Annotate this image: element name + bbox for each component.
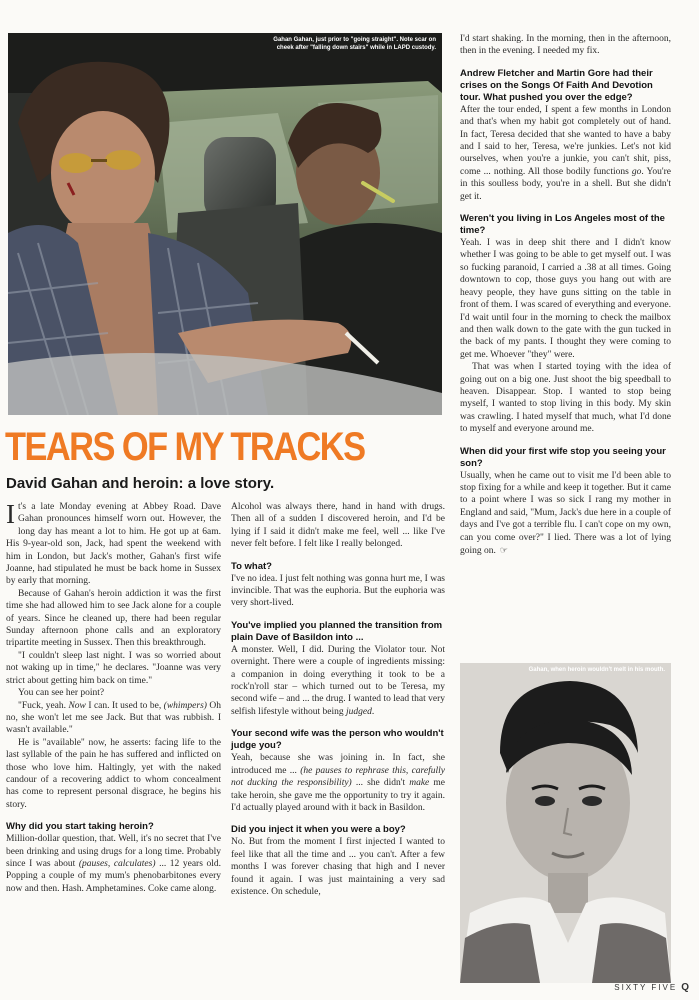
interview-question: When did your first wife stop you seeing your son?	[460, 445, 666, 469]
intro-paragraph	[6, 501, 221, 588]
article-column-2	[231, 501, 445, 971]
interview-question: Andrew Fletcher and Martin Gore had their crises on the Songs Of Faith And Devotion tour. What pushed you over the edge?	[460, 67, 653, 103]
article-subhead: David Gahan and heroin: a love story.	[6, 475, 275, 492]
interview-answer: Yeah. I was in deep shit there and I didn't know whether I was going to be able to get myself out. I was so fucking paranoid, I carried a .38 at all times. Going downtown to cop, those guys you hang out with are heavy people, they have guns sitting on the table in front of them. I was scared of everything and everyone. I'd wait until four in the morning to check the mailbox and then walk down to the gate with the gun tucked in the back of my pants. I thought they were coming to get me. Whoever "they" were.	[460, 238, 671, 360]
body-paragraph: I'd start shaking. In the morning, then in the afternoon, then in the evening. I needed my fix.	[460, 34, 671, 57]
body-paragraph: "I couldn't sleep last night. I was so worried about not waking up in time," he declares. "Joanne was very strict about getting him back on time."	[6, 650, 221, 686]
interview-answer: Yeah, because she was joining in. In fact, she introduced me ... (he pauses to rephrase this, carefully not ducking the responsibility) ... she didn't make me take heroin, she gave me the opportunity to try it again. I'd actually played around with it back in Basildon.	[231, 753, 446, 813]
article-headline: TEARS OF MY TRACKS	[5, 425, 365, 469]
body-paragraph: You can see her point?	[18, 688, 105, 699]
interview-answer: A monster. Well, I did. During the Violator tour. Not overnight. There were a couple of ingredients missing: a companion in doing everything it took to be a rock'n'roll star – which turned out to be Teresa, my second wife – and ... the drug. I wanted to lead that very selfish lifestyle without being judged.	[231, 644, 445, 717]
interview-answer: After the tour ended, I spent a few months in London and that's when my habit got completely out of hand. In fact, Teresa decided that she wanted to have a baby and I said to her, Teresa, we're junkies. Let's not kid ourselves, when you're a junkie, you can't shit, piss, come ... nothing. All those bodily functions go. You're in this soulless body, you're in a shell. But she didn't get it.	[460, 104, 672, 202]
drop-cap: I	[6, 499, 15, 529]
photo-caption-bottom: Gahan, when heroin wouldn't melt in his mouth.	[528, 667, 665, 673]
interview-question: Did you inject it when you were a boy?	[231, 824, 406, 836]
article-column-3	[460, 33, 671, 658]
photo-gahan-in-car	[8, 33, 442, 415]
pointing-hand-icon: ☞	[499, 545, 508, 555]
photo-caption-top: Gahan Gahan, just prior to "going straight". Note scar on cheek after "falling down stairs" while in LAPD custody.	[273, 37, 436, 51]
intro-text: t's a late Monday evening at Abbey Road. Dave Gahan pronounces himself worn out. However, the long day has meant a lot to him. He got up at 6am. His 9-year-old son, Jack, had spent the weekend with him in London, but Jack's mother, Gahan's first wife Joanne, had stipulated he must be back home in Sussex by early that morning.	[6, 502, 221, 587]
body-paragraph: He is "available" now, he asserts: facing life to the last syllable of the pain he has suffered and inflicted on those who love him. Haltingly, yet with the naked candour of a recovering addict to whom concealment has come to represent personal disgrace, he begins his story.	[6, 737, 221, 810]
portrait-photo-illustration	[460, 663, 671, 983]
interview-question: Your second wife was the person who wouldn't judge you?	[231, 728, 444, 752]
article-column-1	[6, 501, 221, 971]
interview-question: To what?	[231, 560, 272, 572]
interview-answer: I've no idea. I just felt nothing was gonna hurt me, I was invincible. That was the euphoria. But the euphoria was very short-lived.	[231, 573, 445, 609]
interview-question: Why did you start taking heroin?	[6, 821, 154, 833]
body-paragraph: That was when I started toying with the idea of going out on a big one. Just shoot the big speedball to heaven. Disappear. Stop. I wanted to stop being myself, I wanted to stop living in this body. My skin was crawling. I hated myself that much, what I'd done to myself and everyone around me.	[460, 362, 671, 435]
body-paragraph: Alcohol was always there, hand in hand with drugs. Then all of a sudden I discovered heroin, and I'd be lying if I said it didn't make me feel, well ... like I've never felt before. I felt like I really belonged.	[231, 502, 445, 550]
page-folio	[614, 982, 689, 993]
car-photo-illustration	[8, 33, 442, 415]
body-paragraph: "Fuck, yeah. Now I can. It used to be, (whimpers) Oh no, she won't let me see Jack. But that was rubbish. I wasn't available."	[6, 700, 221, 736]
magazine-logo: Q	[681, 982, 689, 993]
interview-answer: No. But from the moment I first injected I wanted to feel like that all the time and ... you can't. After a few months I was forever chasing that high and I never found it again. I was just maintaining a very sad existence. On schedule,	[231, 837, 445, 897]
interview-question: Weren't you living in Los Angeles most of the time?	[460, 213, 665, 237]
interview-answer: Million-dollar question, that. Well, it's no secret that I've been drinking and using drugs for a long time. Probably since I was about (pauses, calculates) ... 12 years old. Popping a couple of my mum's phenobarbitones every now and then. Hash. Amphetamines. Coke came along.	[6, 834, 221, 894]
interview-question: You've implied you planned the transition from plain Dave of Basildon into ...	[231, 619, 443, 643]
page-number-text: SIXTY FIVE	[614, 983, 678, 992]
interview-answer: Usually, when he came out to visit me I'd been able to stop fixing for a while and keep it together. But it came to a point where I was so sick I rang my mother in England and said, "Mum, Jack's due here in a couple of days and I've got a terrible flu. I can't cope on my own, can you come over?" I lied. There was a lot of lying going on. ☞	[460, 470, 671, 556]
photo-young-gahan	[460, 663, 671, 983]
body-paragraph: Because of Gahan's heroin addiction it was the first time she had allowed him to see Jack alone for a couple of years. Since he cleaned up, there had been regular Sunday afternoon phone calls and an exploratory tripartite meeting in Sussex. Then this breakthrough.	[6, 588, 221, 649]
